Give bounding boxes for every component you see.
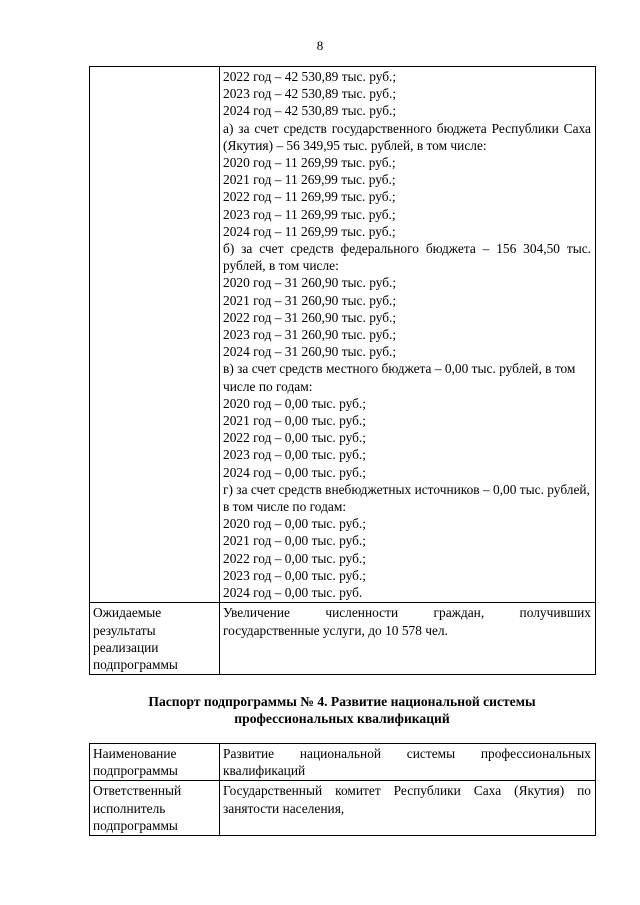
table-row-results: [90, 603, 596, 675]
local-budget-year: 2023 год – 0,00 тыс. руб.;: [223, 447, 366, 463]
local-budget-year: 2020 год – 0,00 тыс. руб.;: [223, 395, 366, 411]
passport-label: Наименование подпрограммы: [90, 744, 220, 781]
offbudget-year: 2024 год – 0,00 тыс. руб.: [223, 585, 363, 601]
funding-value-cell: [220, 67, 596, 603]
state-budget-year: 2022 год – 11 269,99 тыс. руб.;: [223, 189, 396, 205]
federal-budget-intro: б) за счет средств федерального бюджета – 156 304,50 тыс. рублей, в том числе:: [223, 241, 591, 274]
passport-value: Государственный комитет Республики Саха (Якутия) по занятости населения,: [220, 781, 596, 836]
federal-budget-year: 2020 год – 31 260,90 тыс. руб.;: [223, 275, 397, 291]
federal-budget-year: 2021 год – 31 260,90 тыс. руб.;: [223, 292, 397, 308]
page-number: 8: [316, 38, 324, 53]
passport-table: [89, 743, 596, 836]
offbudget-year: 2020 год – 0,00 тыс. руб.;: [223, 516, 366, 532]
table-row: [90, 781, 596, 836]
federal-budget-year: 2024 год – 31 260,90 тыс. руб.;: [223, 344, 397, 360]
results-label: Ожидаемые результаты реализации подпрограммы: [90, 603, 220, 675]
results-value: Увеличение численности граждан, получивших государственные услуги, до 10 578 чел.: [220, 603, 596, 675]
state-budget-year: 2024 год – 11 269,99 тыс. руб.;: [223, 223, 396, 239]
offbudget-year: 2023 год – 0,00 тыс. руб.;: [223, 567, 366, 583]
local-budget-year: 2021 год – 0,00 тыс. руб.;: [223, 413, 366, 429]
heading-line-1: Паспорт подпрограммы № 4. Развитие национальной системы: [148, 694, 536, 709]
table-row-funding: [90, 67, 596, 603]
federal-budget-year: 2022 год – 31 260,90 тыс. руб.;: [223, 309, 397, 325]
local-budget-year: 2024 год – 0,00 тыс. руб.;: [223, 464, 366, 480]
heading-line-2: профессиональных квалификаций: [234, 711, 450, 727]
offbudget-intro: г) за счет средств внебюджетных источников – 0,00 тыс. рублей, в том числе по годам:: [223, 481, 590, 515]
local-budget-intro: в) за счет средств местного бюджета – 0,00 тыс. рублей, в том числе по годам:: [223, 361, 576, 394]
funding-line: 2024 год – 42 530,89 тыс. руб.;: [223, 103, 397, 119]
funding-line: 2022 год – 42 530,89 тыс. руб.;: [223, 69, 397, 84]
state-budget-year: 2023 год – 11 269,99 тыс. руб.;: [223, 206, 396, 222]
offbudget-year: 2022 год – 0,00 тыс. руб.;: [223, 550, 366, 566]
funding-label-cell: [90, 67, 220, 603]
passport-label: Ответственный исполнитель подпрограммы: [90, 781, 220, 836]
subprogram-heading: [89, 693, 595, 727]
funding-line: 2023 год – 42 530,89 тыс. руб.;: [223, 86, 397, 102]
passport-value: Развитие национальной системы профессиональных квалификаций: [220, 744, 596, 781]
state-budget-intro: а) за счет средств государственного бюджета Республики Саха (Якутия) – 56 349,95 тыс. рублей, в том числе:: [223, 120, 591, 153]
funding-table: [89, 66, 596, 675]
offbudget-year: 2021 год – 0,00 тыс. руб.;: [223, 533, 366, 549]
state-budget-year: 2021 год – 11 269,99 тыс. руб.;: [223, 172, 396, 188]
state-budget-year: 2020 год – 11 269,99 тыс. руб.;: [223, 155, 396, 171]
local-budget-year: 2022 год – 0,00 тыс. руб.;: [223, 430, 366, 446]
table-row: [90, 744, 596, 781]
federal-budget-year: 2023 год – 31 260,90 тыс. руб.;: [223, 327, 397, 343]
